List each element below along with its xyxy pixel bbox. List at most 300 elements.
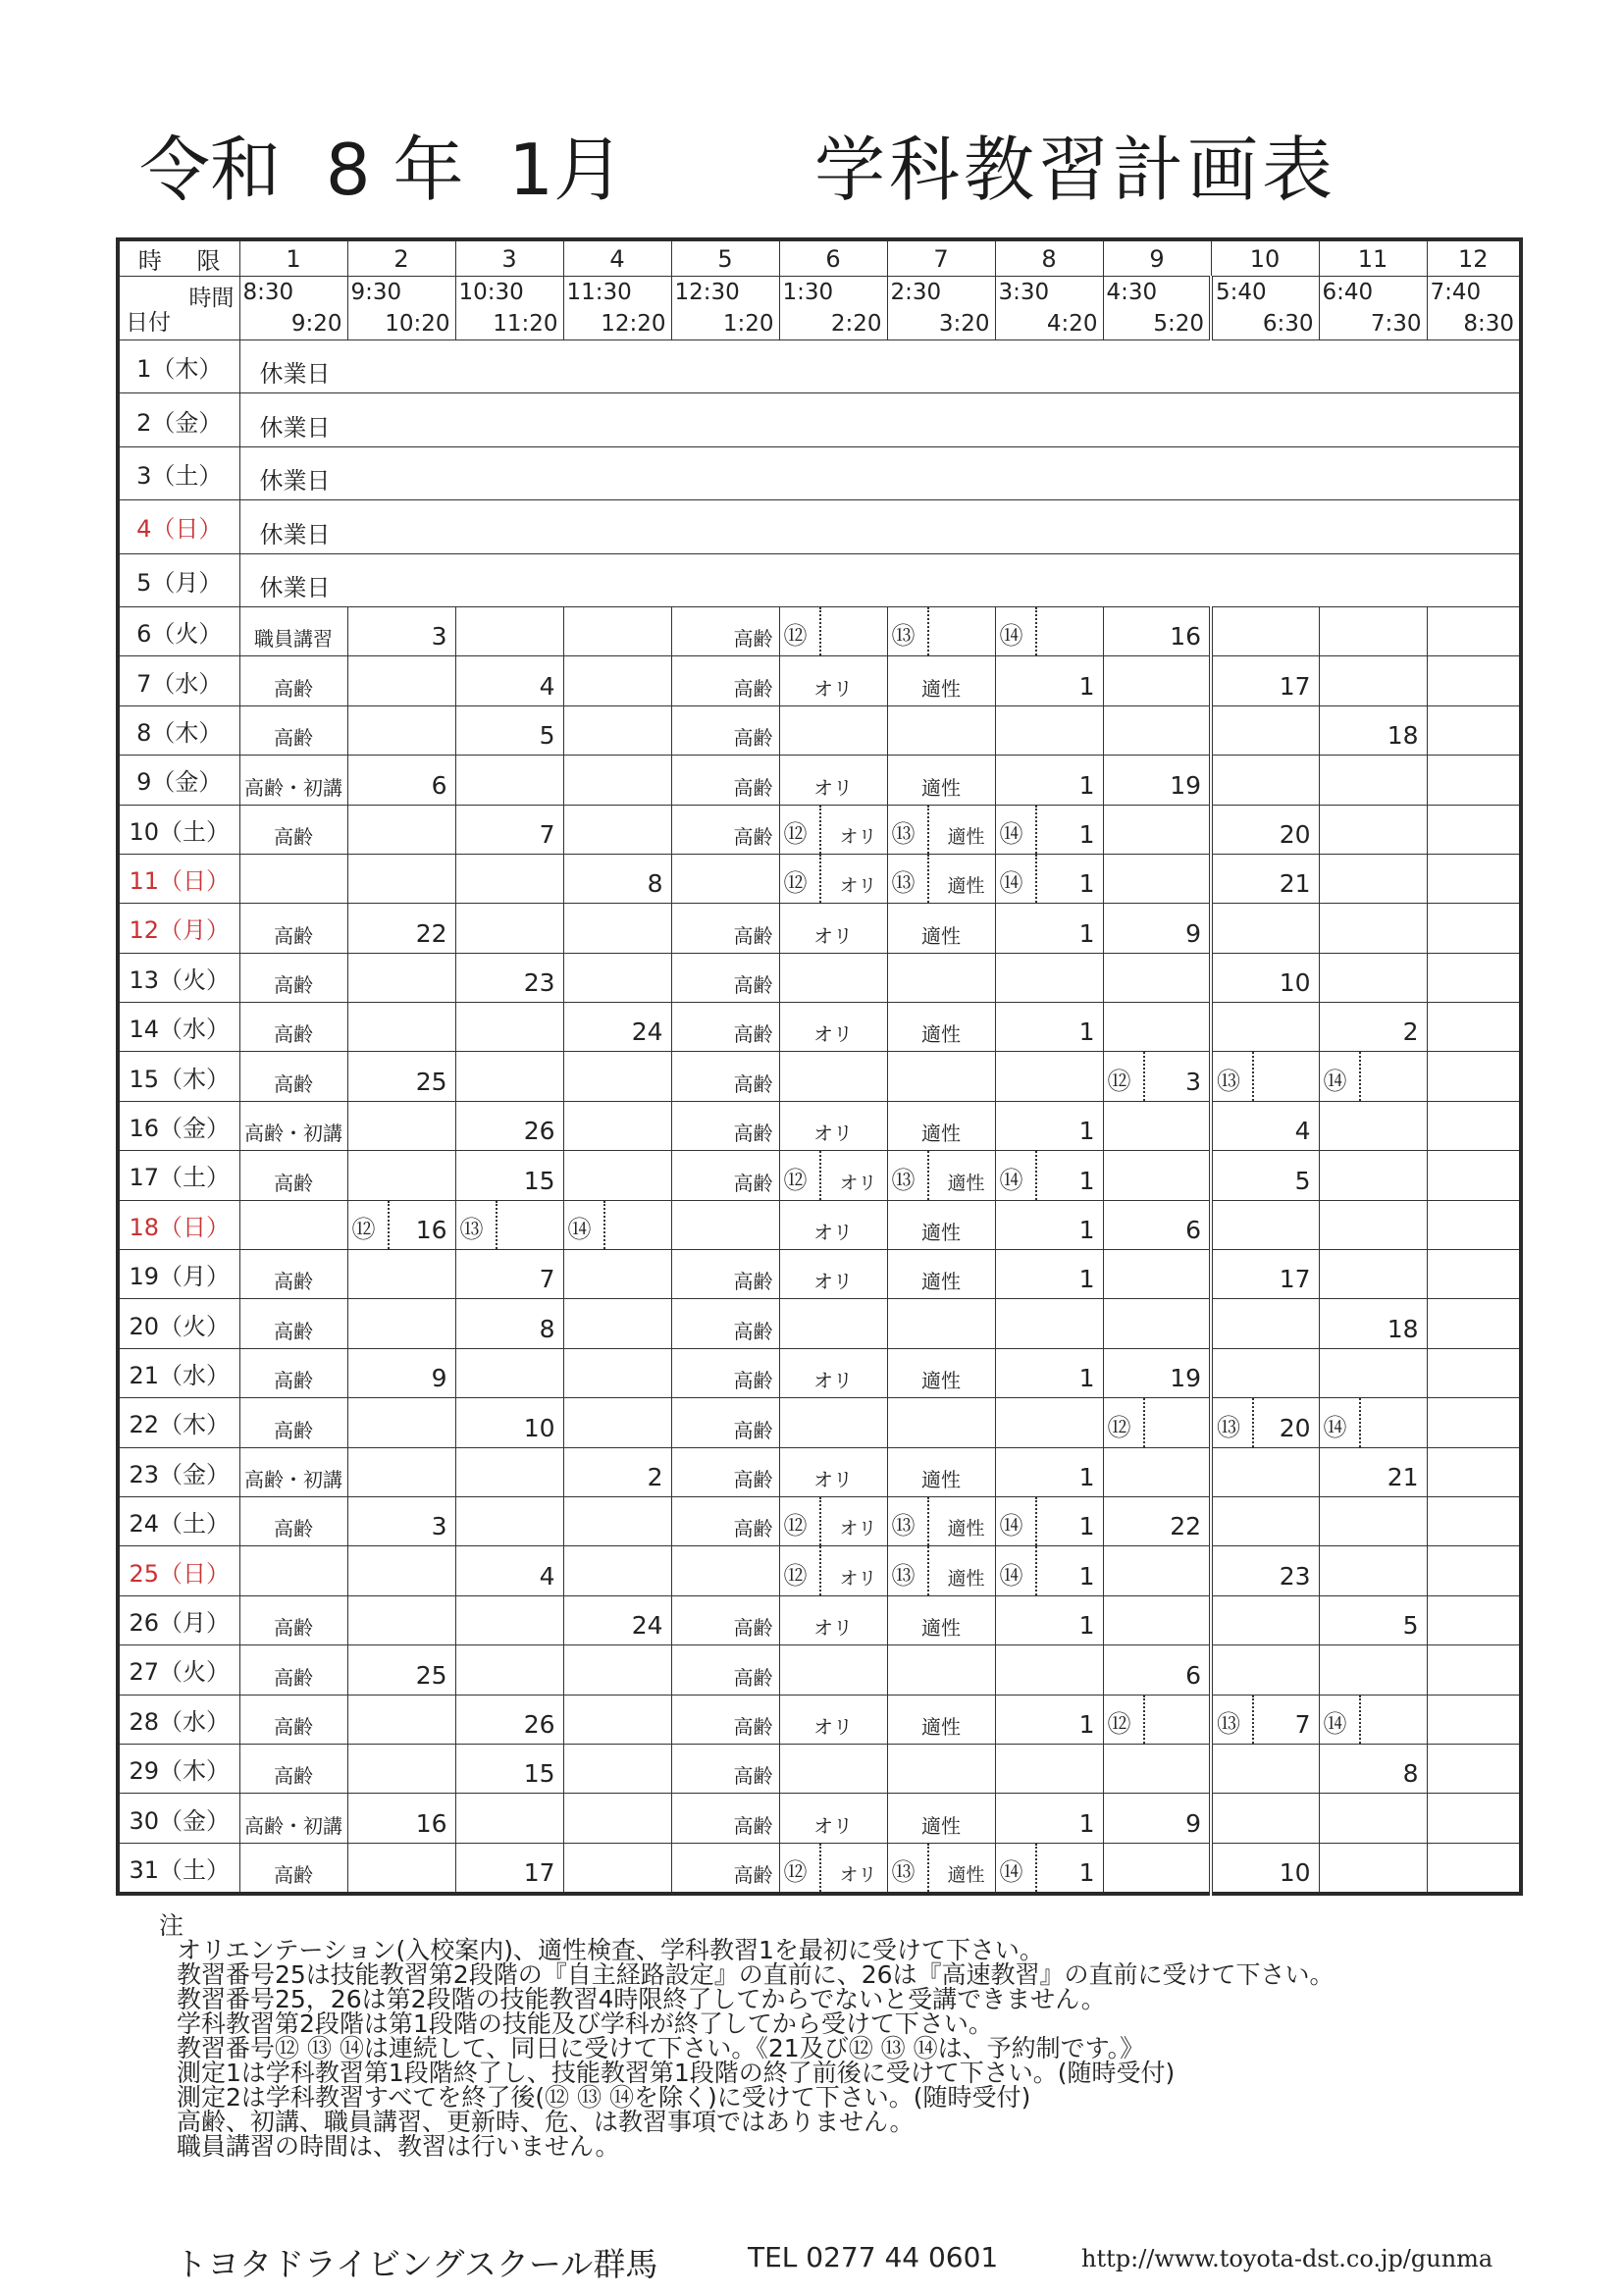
slot-cell	[887, 1794, 995, 1843]
slot-cell	[239, 1101, 347, 1150]
slot-cell	[347, 1744, 455, 1793]
slot-cell	[455, 1299, 563, 1348]
slot-cell	[671, 705, 779, 755]
slot-cell	[671, 1003, 779, 1052]
day-label: 10（土）	[118, 805, 239, 854]
circled-lesson-number: ⑭	[999, 1166, 1023, 1194]
slot-cell	[563, 1200, 671, 1249]
day-label: 20（火）	[118, 1299, 239, 1348]
slot-value: 7	[539, 1265, 555, 1294]
slot-value: 適性	[921, 1022, 961, 1047]
schedule-body	[118, 340, 1521, 1895]
slot-value: 5	[539, 721, 555, 751]
slot-cell	[887, 756, 995, 805]
slot-value: 適性	[947, 1567, 985, 1590]
slot-cell	[995, 1200, 1103, 1249]
period-number: 5	[671, 239, 779, 277]
slot-cell	[1103, 1052, 1211, 1101]
slot-cell	[887, 904, 995, 953]
slot-cell	[1319, 1200, 1427, 1249]
circled-lesson-divider	[780, 1151, 821, 1199]
slot-cell	[239, 1348, 347, 1397]
slot-value: 高齢	[274, 1616, 313, 1641]
circled-lesson-number: ⑬	[459, 1216, 484, 1244]
slot-value: オリ	[813, 775, 853, 800]
slot-cell	[239, 656, 347, 705]
slot-value: 適性	[921, 1714, 961, 1739]
website-url[interactable]: http://www.toyota-dst.co.jp/gunma	[1081, 2245, 1493, 2272]
slot-cell	[347, 1101, 455, 1150]
slot-cell	[1319, 1052, 1427, 1101]
period-start-time: 6:40	[1322, 280, 1374, 305]
slot-cell	[347, 1003, 455, 1052]
slot-value: 1	[1078, 1858, 1095, 1888]
slot-cell	[779, 1496, 887, 1545]
slot-cell	[1103, 1496, 1211, 1545]
period-end-time: 4:20	[1046, 311, 1098, 337]
slot-value: 1	[1078, 1709, 1095, 1739]
slot-cell	[1319, 953, 1427, 1002]
slot-cell	[239, 1250, 347, 1299]
slot-cell	[671, 1200, 779, 1249]
day-row	[118, 500, 1521, 553]
slot-cell	[1103, 1447, 1211, 1496]
slot-cell	[779, 1794, 887, 1843]
slot-value: 1	[1078, 1166, 1095, 1195]
circled-lesson-divider	[1320, 1052, 1361, 1100]
slot-cell	[671, 1052, 779, 1101]
slot-cell	[347, 1695, 455, 1744]
period-end-time: 9:20	[290, 311, 342, 337]
circled-lesson-number: ⑫	[783, 622, 808, 651]
day-label: 9（金）	[118, 756, 239, 805]
slot-cell	[1211, 1151, 1319, 1200]
slot-cell	[671, 1744, 779, 1793]
slot-cell	[995, 1151, 1103, 1200]
day-row	[118, 1695, 1521, 1744]
slot-cell	[1427, 756, 1521, 805]
slot-cell	[1427, 1052, 1521, 1101]
slot-value: 高齢	[274, 1764, 313, 1789]
circled-lesson-divider	[348, 1201, 390, 1249]
slot-cell	[1319, 1546, 1427, 1595]
slot-value: 高齢	[274, 1369, 313, 1393]
slot-value: 高齢・初講	[244, 1122, 342, 1146]
slot-value: 適性	[947, 875, 985, 898]
title-text: 学科教習計画表	[814, 129, 1337, 211]
slot-value: 5	[1402, 1611, 1419, 1641]
period-number: 2	[347, 239, 455, 277]
slot-cell	[887, 1151, 995, 1200]
day-label: 4（日）	[118, 500, 239, 553]
slot-value: 高齢	[733, 1122, 773, 1146]
circled-lesson-divider	[996, 1497, 1037, 1545]
slot-cell	[995, 1299, 1103, 1348]
slot-cell	[347, 1151, 455, 1200]
slot-cell	[1103, 1250, 1211, 1299]
slot-cell	[563, 606, 671, 655]
slot-value: 適性	[947, 1172, 985, 1194]
slot-cell	[455, 1546, 563, 1595]
day-row	[118, 1447, 1521, 1496]
period-time	[563, 277, 671, 340]
slot-cell	[563, 854, 671, 903]
slot-cell	[779, 1299, 887, 1348]
slot-cell	[563, 1496, 671, 1545]
slot-cell	[1319, 805, 1427, 854]
slot-value: 高齢	[733, 1714, 773, 1739]
slot-cell	[1427, 953, 1521, 1002]
slot-cell	[1103, 805, 1211, 854]
circled-lesson-divider	[1320, 1696, 1361, 1744]
period-number: 4	[563, 239, 671, 277]
day-label: 19（月）	[118, 1250, 239, 1299]
slot-cell	[1319, 1595, 1427, 1644]
slot-cell	[455, 1645, 563, 1695]
slot-value: 高齢	[733, 676, 773, 701]
period-time	[455, 277, 563, 340]
slot-cell	[779, 1447, 887, 1496]
slot-cell	[887, 1398, 995, 1447]
slot-cell	[779, 1348, 887, 1397]
slot-cell	[779, 1546, 887, 1595]
slot-value: 20	[1279, 819, 1311, 849]
slot-cell	[671, 1645, 779, 1695]
slot-cell	[671, 805, 779, 854]
period-end-time: 12:20	[601, 311, 666, 337]
slot-cell	[671, 1794, 779, 1843]
slot-value: 適性	[921, 1221, 961, 1245]
slot-cell	[779, 1052, 887, 1101]
slot-cell	[887, 1200, 995, 1249]
slot-cell	[1103, 1645, 1211, 1695]
slot-value: 18	[1387, 1314, 1419, 1343]
slot-cell	[455, 606, 563, 655]
circled-lesson-number: ⑭	[999, 1512, 1023, 1540]
slot-cell	[347, 1299, 455, 1348]
slot-cell	[1427, 1645, 1521, 1695]
slot-value: 高齢	[274, 726, 313, 751]
slot-value: 高齢	[733, 1369, 773, 1393]
day-label: 25（日）	[118, 1546, 239, 1595]
slot-value: 7	[1294, 1709, 1311, 1739]
slot-cell	[1211, 606, 1319, 655]
slot-cell	[671, 904, 779, 953]
slot-cell	[347, 606, 455, 655]
slot-value: 16	[415, 1808, 447, 1838]
slot-cell	[1211, 1101, 1319, 1150]
slot-cell	[1427, 1200, 1521, 1249]
slot-value: 1	[1078, 1364, 1095, 1393]
slot-value: 高齢	[274, 1517, 313, 1541]
day-label: 13（火）	[118, 953, 239, 1002]
slot-value: 1	[1078, 918, 1095, 948]
slot-cell	[1319, 1250, 1427, 1299]
slot-cell	[779, 1250, 887, 1299]
circled-lesson-divider	[888, 1151, 929, 1199]
slot-value: 17	[1279, 671, 1311, 701]
slot-cell	[455, 1101, 563, 1150]
slot-value: 高齢	[274, 923, 313, 948]
slot-value: オリ	[813, 1022, 853, 1047]
slot-cell	[347, 756, 455, 805]
circled-lesson-divider	[996, 806, 1037, 854]
slot-value: 6	[431, 770, 447, 800]
slot-cell	[995, 1447, 1103, 1496]
period-number: 10	[1211, 239, 1319, 277]
day-label: 2（金）	[118, 393, 239, 446]
note-line: 教習番号25は技能教習第2段階の『自主経路設定』の直前に、26は『高速教習』の直前に受けて下さい。	[177, 1960, 1335, 1989]
circled-lesson-number: ⑫	[1107, 1413, 1131, 1441]
slot-value: オリ	[839, 875, 877, 898]
slot-cell	[1319, 656, 1427, 705]
slot-cell	[1103, 1794, 1211, 1843]
slot-cell	[563, 1348, 671, 1397]
holiday-cell: 休業日	[239, 446, 1521, 499]
day-row	[118, 1744, 1521, 1793]
slot-cell	[671, 1595, 779, 1644]
day-label: 21（水）	[118, 1348, 239, 1397]
slot-value: 高齢	[733, 1764, 773, 1789]
slot-cell	[779, 656, 887, 705]
period-number: 3	[455, 239, 563, 277]
slot-value: 高齢	[274, 1665, 313, 1690]
slot-cell	[995, 1250, 1103, 1299]
slot-cell	[995, 1101, 1103, 1150]
day-row	[118, 1151, 1521, 1200]
slot-cell	[1211, 1447, 1319, 1496]
slot-cell	[239, 606, 347, 655]
slot-cell	[347, 1843, 455, 1894]
slot-value: 適性	[947, 1864, 985, 1887]
slot-cell	[887, 1101, 995, 1150]
period-time	[1211, 277, 1319, 340]
slot-value: 高齢	[733, 1616, 773, 1641]
period-header-row	[118, 239, 1521, 277]
slot-cell	[239, 1496, 347, 1545]
slot-cell	[995, 1546, 1103, 1595]
slot-value: 1	[1078, 1265, 1095, 1294]
slot-cell	[347, 1595, 455, 1644]
slot-cell	[779, 1744, 887, 1793]
circled-lesson-number: ⑬	[1217, 1709, 1240, 1738]
period-start-time: 12:30	[674, 280, 740, 305]
period-start-time: 1:30	[782, 280, 834, 305]
note-line: 教習番号⑫ ⑬ ⑭は連続して、同日に受けて下さい。《21及び⑫ ⑬ ⑭は、予約制です。》	[177, 2034, 1145, 2062]
slot-cell	[1103, 953, 1211, 1002]
slot-cell	[887, 805, 995, 854]
slot-cell	[1319, 1695, 1427, 1744]
circled-lesson-divider	[996, 855, 1037, 903]
slot-value: 8	[1402, 1759, 1419, 1789]
slot-value: 18	[1387, 721, 1419, 751]
circled-lesson-number: ⑫	[783, 819, 808, 848]
circled-lesson-divider	[1320, 1398, 1361, 1446]
slot-cell	[563, 1595, 671, 1644]
period-end-time: 3:20	[938, 311, 990, 337]
slot-cell	[671, 1348, 779, 1397]
slot-cell	[887, 1447, 995, 1496]
day-label: 14（水）	[118, 1003, 239, 1052]
holiday-cell: 休業日	[239, 500, 1521, 553]
slot-cell	[1211, 1496, 1319, 1545]
slot-value: 1	[1078, 1808, 1095, 1838]
slot-cell	[779, 1843, 887, 1894]
holiday-cell: 休業日	[239, 393, 1521, 446]
slot-cell	[887, 656, 995, 705]
slot-cell	[995, 1695, 1103, 1744]
period-number: 11	[1319, 239, 1427, 277]
slot-cell	[455, 1447, 563, 1496]
note-line: 職員講習の時間は、教習は行いません。	[177, 2132, 620, 2161]
schedule-table	[116, 237, 1523, 1896]
slot-value: 10	[1279, 1858, 1311, 1888]
slot-value: 高齢	[733, 1270, 773, 1294]
slot-cell	[455, 805, 563, 854]
circled-lesson-number: ⑭	[567, 1216, 592, 1244]
slot-cell	[671, 656, 779, 705]
slot-cell	[1211, 1052, 1319, 1101]
slot-value: 適性	[921, 1616, 961, 1641]
day-row	[118, 756, 1521, 805]
slot-cell	[1211, 1843, 1319, 1894]
slot-cell	[347, 854, 455, 903]
slot-cell	[671, 1496, 779, 1545]
slot-value: 4	[539, 1561, 555, 1591]
day-row	[118, 1496, 1521, 1545]
slot-cell	[1319, 606, 1427, 655]
day-row	[118, 1299, 1521, 1348]
day-row	[118, 805, 1521, 854]
day-row	[118, 1101, 1521, 1150]
slot-value: オリ	[839, 1864, 877, 1887]
slot-cell	[239, 1003, 347, 1052]
slot-value: 23	[523, 968, 555, 998]
slot-cell	[563, 1299, 671, 1348]
slot-cell	[1427, 1843, 1521, 1894]
circled-lesson-divider	[780, 806, 821, 854]
day-label: 12（月）	[118, 904, 239, 953]
day-row	[118, 1250, 1521, 1299]
slot-cell	[455, 1003, 563, 1052]
company-name: トヨタドライビングスクール群馬	[175, 2245, 658, 2283]
slot-cell	[563, 953, 671, 1002]
slot-cell	[455, 1200, 563, 1249]
slot-cell	[455, 1744, 563, 1793]
slot-cell	[347, 1250, 455, 1299]
slot-cell	[1319, 1398, 1427, 1447]
circled-lesson-divider	[888, 607, 929, 655]
slot-cell	[1319, 1794, 1427, 1843]
slot-value: 1	[1078, 819, 1095, 849]
slot-cell	[887, 1052, 995, 1101]
circled-lesson-number: ⑬	[1217, 1413, 1240, 1441]
slot-value: 1	[1078, 671, 1095, 701]
day-label: 22（木）	[118, 1398, 239, 1447]
slot-cell	[563, 1546, 671, 1595]
slot-cell	[347, 656, 455, 705]
slot-cell	[563, 1794, 671, 1843]
slot-value: 1	[1078, 1561, 1095, 1591]
note-line: 測定1は学科教習第1段階終了し、技能教習第1段階の終了前後に受けて下さい。(随時受付)	[177, 2059, 1176, 2087]
circled-lesson-divider	[996, 1546, 1037, 1594]
slot-cell	[347, 1447, 455, 1496]
slot-value: 1	[1078, 869, 1095, 899]
period-number: 1	[239, 239, 347, 277]
circled-lesson-divider	[780, 855, 821, 903]
slot-cell	[1211, 904, 1319, 953]
slot-cell	[1319, 1101, 1427, 1150]
slot-cell	[671, 1299, 779, 1348]
slot-cell	[1427, 705, 1521, 755]
slot-cell	[1103, 1843, 1211, 1894]
period-number: 6	[779, 239, 887, 277]
slot-cell	[671, 1250, 779, 1299]
slot-cell	[995, 1496, 1103, 1545]
slot-cell	[239, 1299, 347, 1348]
circled-lesson-divider	[1213, 1696, 1254, 1744]
slot-cell	[455, 1695, 563, 1744]
circled-lesson-divider	[780, 1844, 821, 1892]
slot-cell	[887, 1546, 995, 1595]
circled-lesson-number: ⑭	[999, 819, 1023, 848]
slot-cell	[1211, 1250, 1319, 1299]
day-row	[118, 854, 1521, 903]
slot-value: 16	[415, 1216, 447, 1245]
slot-value: 高齢	[733, 1022, 773, 1047]
notes-section	[159, 1913, 1513, 2159]
day-row	[118, 1348, 1521, 1397]
slot-cell	[1103, 1695, 1211, 1744]
slot-cell	[779, 1003, 887, 1052]
slot-cell	[671, 953, 779, 1002]
slot-cell	[1319, 1003, 1427, 1052]
slot-cell	[671, 1151, 779, 1200]
period-label: 時 限	[118, 239, 239, 277]
slot-value: 適性	[921, 1369, 961, 1393]
circled-lesson-divider	[1104, 1398, 1145, 1446]
period-time	[995, 277, 1103, 340]
slot-cell	[563, 904, 671, 953]
period-end-time: 1:20	[722, 311, 774, 337]
day-label: 18（日）	[118, 1200, 239, 1249]
circled-lesson-number: ⑫	[351, 1216, 376, 1244]
slot-cell	[779, 1595, 887, 1644]
slot-cell	[1211, 1398, 1319, 1447]
slot-value: 19	[1170, 1364, 1201, 1393]
slot-value: 3	[431, 1512, 447, 1541]
slot-value: 22	[1170, 1512, 1201, 1541]
slot-value: 高齢	[733, 923, 773, 948]
slot-cell	[347, 1348, 455, 1397]
period-start-time: 11:30	[566, 280, 632, 305]
circled-lesson-number: ⑫	[783, 869, 808, 898]
slot-value: 高齢	[733, 824, 773, 849]
slot-cell	[1427, 1299, 1521, 1348]
slot-cell	[455, 756, 563, 805]
slot-cell	[1427, 1546, 1521, 1595]
day-row	[118, 1843, 1521, 1894]
period-end-time: 5:20	[1153, 311, 1204, 337]
slot-cell	[239, 1595, 347, 1644]
circled-lesson-divider	[888, 855, 929, 903]
slot-cell	[239, 756, 347, 805]
slot-value: オリ	[839, 1172, 877, 1194]
slot-cell	[239, 1200, 347, 1249]
circled-lesson-number: ⑫	[783, 1858, 808, 1887]
day-label: 8（木）	[118, 705, 239, 755]
slot-value: 適性	[921, 1122, 961, 1146]
